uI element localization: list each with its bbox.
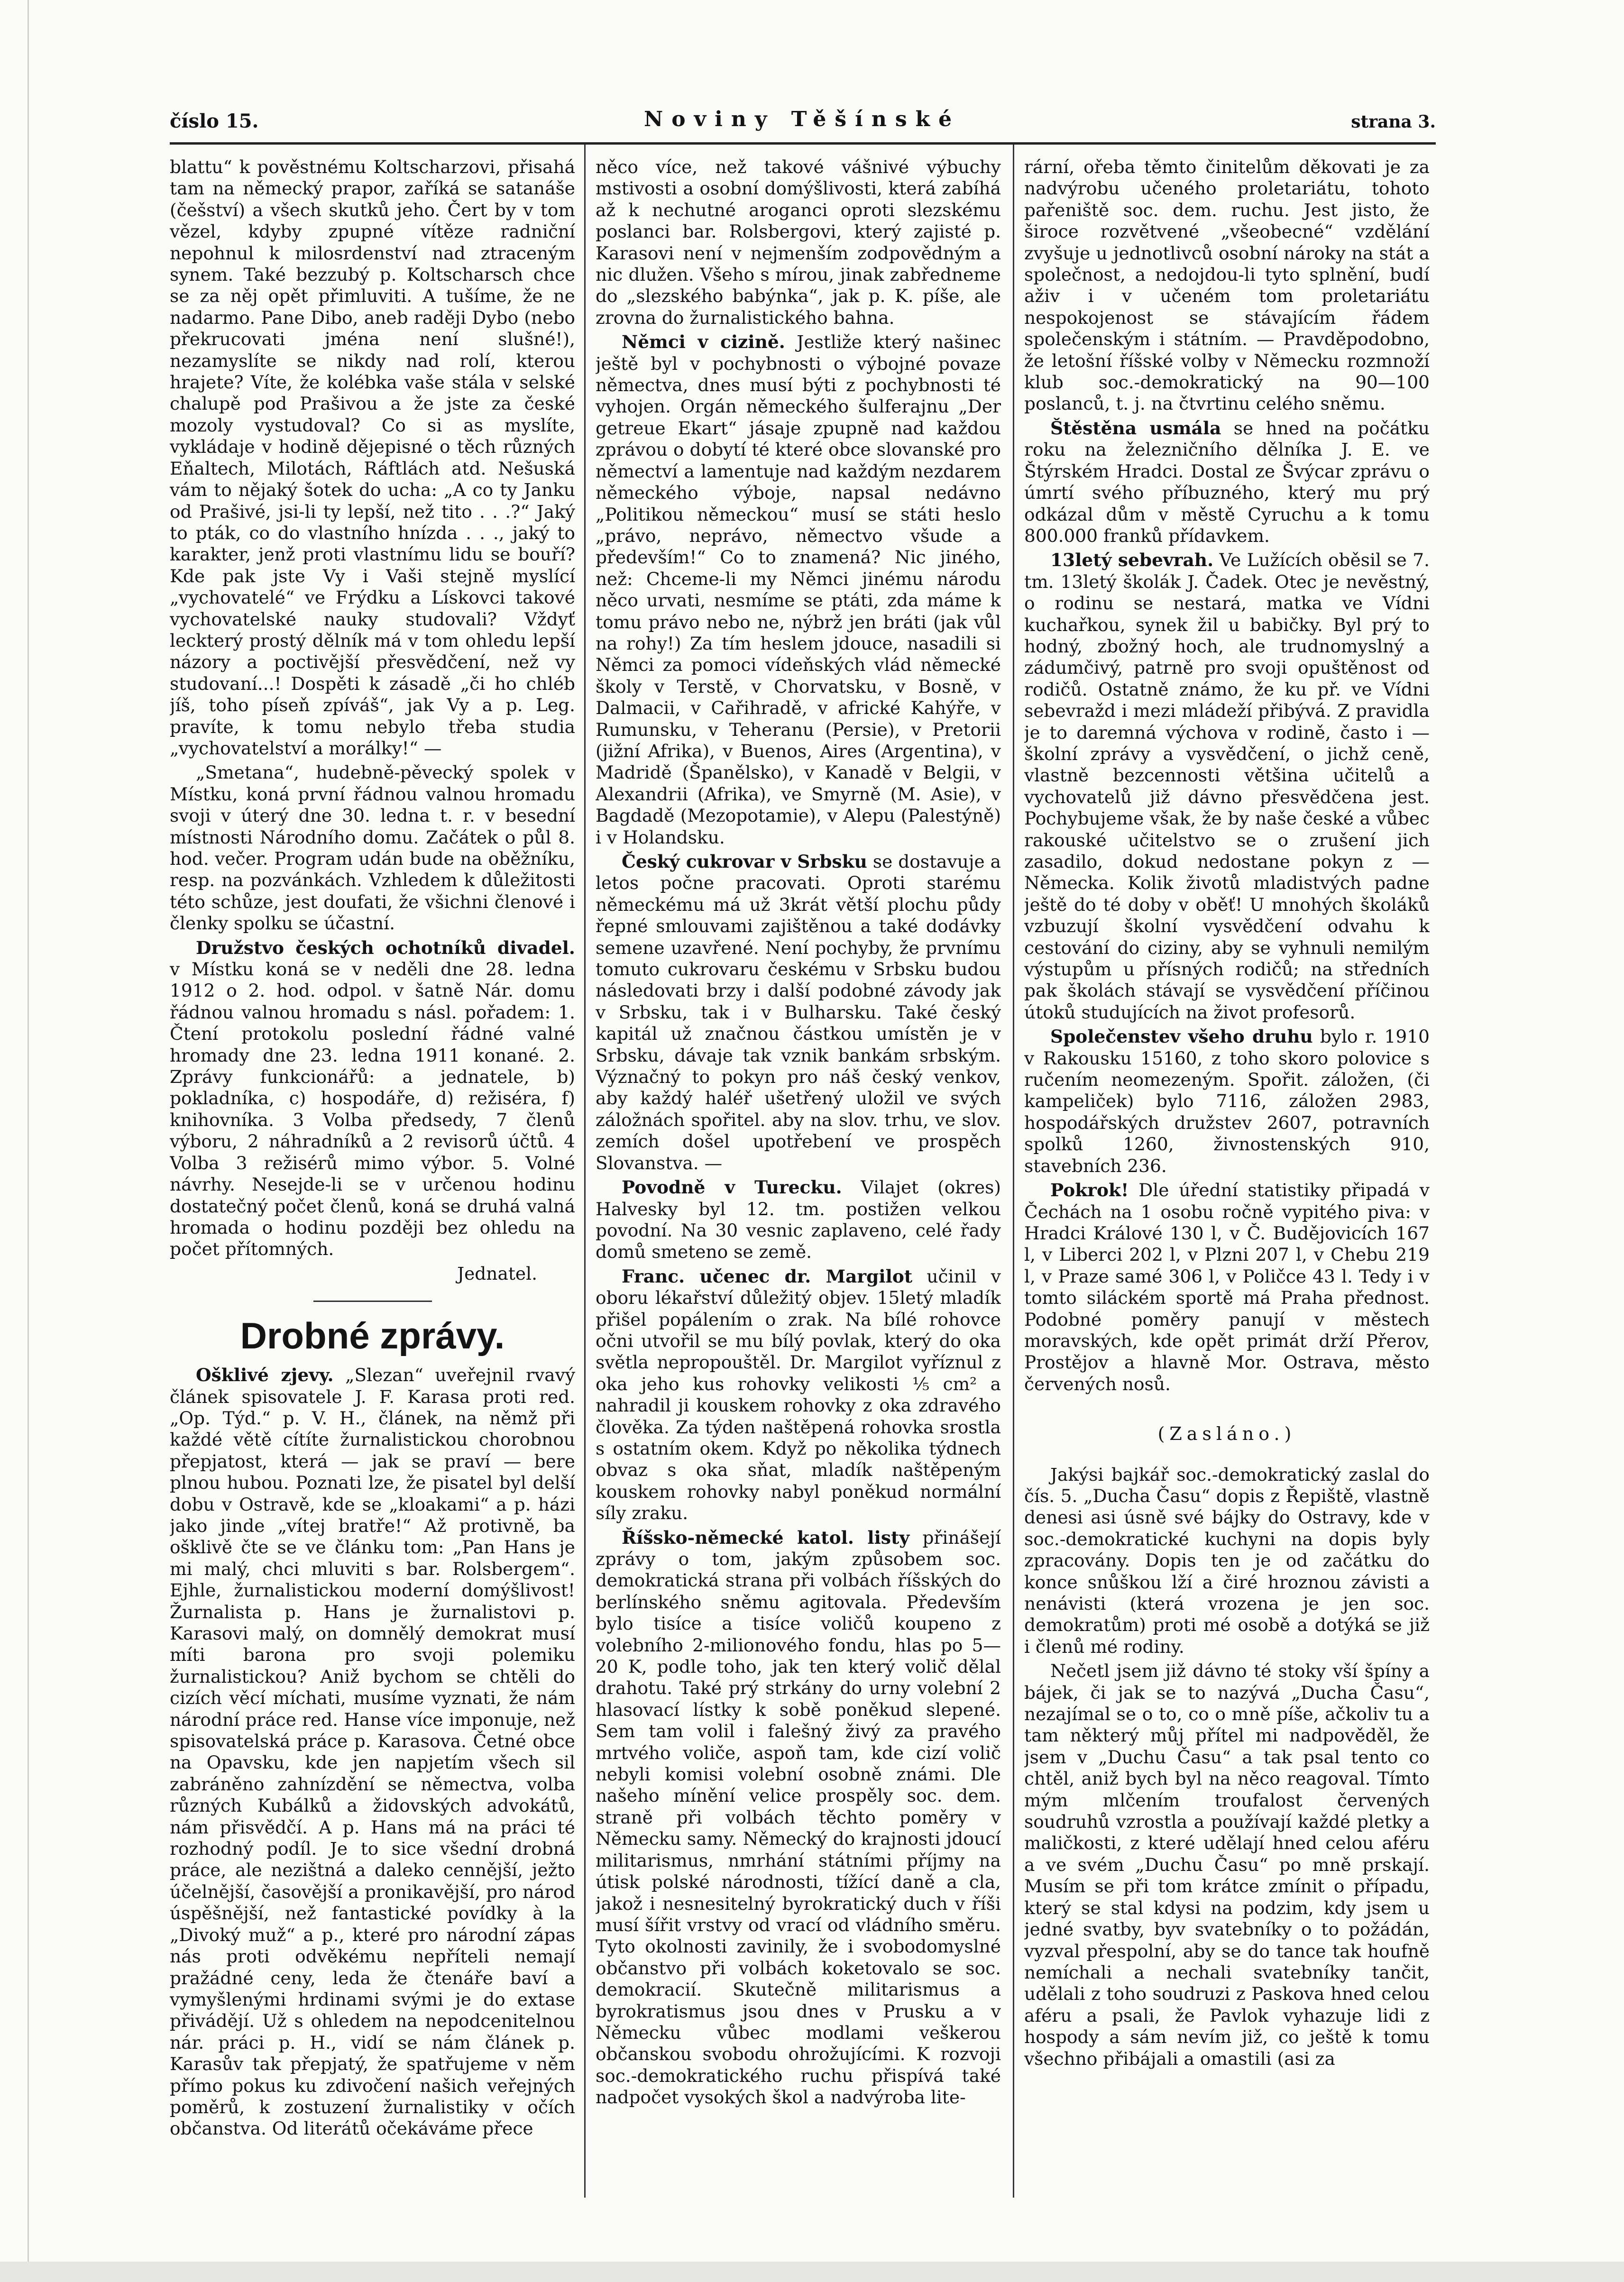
article <box>596 1527 1001 2108</box>
article-lead: Pokrok! <box>1050 1180 1129 1201</box>
article-text: Jestliže který našinec ještě byl v pochybnosti o výbojné povaze němectva, dnes musí býti z pochybnosti té vyhojen. Orgán německého šulferajnu „Der getreue Ekart“ jásaje zpupně nad každou zprávou o dobytí té které obce slovanské pro němectví a lamentuje nad každým nezdarem německého výboje, napsal nedávno „Politikou německou“ musí se státi heslo „právo, neprávo, němectvo všude a především!“ Co to znamená? Nic jiného, než: Chceme-li my Němci jinému národu něco urvati, nesmíme se ptáti, zda máme k tomu právo nebo ne, nýbrž jen bráti (jak vůl na rohy!) Za tím heslem jdouce, nasadili si Němci za pomoci vídeňských vlád německé školy v Terstě, v Chorvatsku, v Bosně, v Dalmacii, v Cařihradě, v africké Kahýře, v Rumunsku, v Teheranu (Persie), v Pretorii (jižní Afrika), v Buenos, Aires (Argentina), v Madridě (Španělsko), v Kanadě v Belgii, v Alexandrii (Afrika), ve Smyrně (M. Asie), v Bagdadě (Mezopotamie), v Alepu (Palestýně) i v Holandsku. <box>596 331 1001 848</box>
page-number: strana 3. <box>1351 112 1436 132</box>
article <box>1024 1180 1430 1395</box>
article-lead: Říšsko-německé katol. listy <box>622 1527 910 1548</box>
article-text: Jakýsi bajkář soc.-demokratický zaslal do čís. 5. „Ducha Času“ dopis z Řepiště, vlastně denesi asi úsně své bájky do Ostravy, kde v soc.-demokratické kuchyni na dopis byly zpracovány. Dopis ten je od začátku do konce snůškou lží a čiré hroznou závisti a nenávisti (která vrozena je jen soc. demokratům) proti mé osobě a dotýká se již i členů mé rodiny. <box>1024 1464 1430 1657</box>
article-lead: Ošklivé zjevy. <box>196 1365 334 1386</box>
scan-border <box>0 2262 1624 2282</box>
article-lead: Štěstěna usmála <box>1050 417 1221 439</box>
zaslano-heading: (Zasláno.) <box>1157 1423 1296 1445</box>
separator <box>313 1301 432 1302</box>
article-lead: Společenstev všeho druhu <box>1050 1026 1313 1047</box>
column-divider <box>584 145 586 2198</box>
article-text: rární, ořeba těmto činitelům děkovati je za nadvýrobu učeného proletariátu, tohoto pařeniště soc. dem. ruchu. Jest jisto, že široce rozvětvené „všeobecné“ vzdělání zvyšuje u jednotlivců osobní nároky na stát a společnost, a nedojdou-li tyto splnění, budí aživ i v učeném tom proletariátu nespokojenost se stávajícím řádem společenským i státním. — Pravděpodobno, že letošní říšské volby v Německu rozmnoží klub soc.-demokratický na 90—100 poslanců, t. j. na čtvrtinu celého sněmu. <box>1024 156 1430 414</box>
article-text: učinil v oboru lékařství důležitý objev. 15letý mladík přišel popálením o zrak. Na bílé rohovce očni utvořil se mu bílý povlak, který do oka světla nepropouštěl. Dr. Margilot vyříznul z oka jeho kus rohovky velikosti ⅕ cm² a nahradil ji kouskem rohovky z oka zdravého člověka. Za týden naštěpená rohovka srostla s ostatním okem. Když po několika týdnech obvaz s oka sňat, mladík naštěpeným kouskem rohovky nabyl poněkud normální síly zraku. <box>596 1265 1001 1524</box>
section-title: Drobné zprávy. <box>240 1315 505 1357</box>
article <box>170 1365 575 2140</box>
article-text: přinášejí zprávy o tom, jakým způsobem soc. demokratická strana při volbách říšských do berlínského sněmu agitovala. Především bylo tisíce a tisíce voličů koupeno z volebního 2-milionového fondu, hlas po 5—20 K, podle toho, jak ten který volič dělal drahotu. Také prý strkány do urny volební 2 hlasovací lístky k sobě poněkud slepené. Sem tam volil i falešný živý za pravého mrtvého voliče, aspoň tam, kde cizí volič nebyli komisi volební osobně známi. Dle našeho mínění velice prospěly soc. dem. straně při volbách těchto poměry v Německu samy. Německý do krajnosti jdoucí militarismus, nmrhání státními příjmy na útisk polské národnosti, tížící daně a cla, jakož i nesnesitelný byrokratický duch v říši musí šířit vrstvy od vrací od vládního směru. Tyto okolnosti zavinily, že i svobodomyslné občanstvo při volbách koketovalo se soc. demokracií. Skutečně militarismus a byrokratismus jsou dnes v Prusku a v Německu vůbec modlami veškerou občanskou svobodu ohrožujícími. K rozvoji soc.-demokratického ruchu přispívá také nadpočet vysokých škol a nadvýroba lite- <box>596 1527 1001 2108</box>
signature: Jednatel. <box>457 1263 537 1284</box>
article-text: Dle úřední statistiky připadá v Čechách na 1 osobu ročně vypitého piva: v Hradci Králové 130 l, v Č. Budějovicích 167 l, v Liberci 202 l, v Plzni 207 l, v Chebu 219 l, v Praze samé 306 l, v Poličce 43 l. Tedy i v tomto siláckém sportě má Praha přednost. Podobné poměry panují v městech moravských, kde opět primát drží Přerov, Prostějov a hlavně Mor. Ostrava, město červených nosů. <box>1024 1180 1430 1394</box>
article-lead: Němci v cizině. <box>622 331 785 353</box>
column-divider <box>1013 145 1014 2198</box>
article <box>1024 550 1430 1023</box>
article <box>596 1177 1001 1263</box>
article-text: se hned na počátku roku na železničního dělníka J. E. ve Štýrském Hradci. Dostal ze Švýcar zprávu o úmrtí svého příbuzného, který mu prý odkázal dům v městě Cyruchu a k tomu 800.000 franků přídavkem. <box>1024 417 1430 546</box>
column-3 <box>1024 156 1430 2209</box>
article <box>596 331 1001 848</box>
article-text: Vilajet (okres) Halvesky byl 12. tm. postižen velkou povodní. Na 30 vesnic zaplaveno, celé řady domů smeteno se země. <box>596 1177 1001 1263</box>
column-2 <box>596 156 1001 2209</box>
article-lead: Družstvo českých ochotníků divadel. <box>196 937 575 958</box>
article-text: se dostavuje a letos počne pracovati. Oproti starému německému má už 3krát větší plochu půdy řepné smlouvami zajištěnou a také dodávky semene uzavřené. Není pochyby, že prvnímu tomuto cukrovaru českému v Srbsku budou následovati brzy i další podobné závody jak v Srbsku, tak i v Bulharsku. Také český kapitál už značnou částkou umístěn je v Srbsku, dávaje tak vznik bankám srbským. Význačný to pokyn pro náš český venkov, aby každý haléř ušetřený uložil ve svých záložnách spořitel. aby na slov. trhu, ve slov. zemích došel upotřebení ve prospěch Slovanstva. — <box>596 851 1001 1173</box>
article-text: „Slezan“ uveřejnil rvavý článek spisovatele J. F. Karasa proti red. „Op. Týd.“ p. V. H., článek, na němž při každé větě cítíte žurnalistickou chorobnou přepjatost, která — jak se praví — bere plnou hubou. Poznati lze, že pisatel byl delší dobu v Ostravě, kde se „kloakami“ a p. házi jako jinde „vítej bratře!“ Až protivně, ba ošklivě čte se ve článku tom: „Pan Hans je mi malý, chci mluviti s bar. Rolsbergem“. Ejhle, žurnalistickou moderní domýšlivost! Žurnalista p. Hans je žurnalistovi p. Karasovi malý, on domnělý demokrat musí míti barona pro svoji polemiku žurnalistickou? Aniž bychom se chtěli do cizích věcí míchati, musíme vyznati, že nám národní práce red. Hanse více imponuje, než spisovatelská práce p. Karasova. Četné obce na Opavsku, kde jen napjetím všech sil zabráněno zahnízdění se němectva, volba různých Kubálků a židovských advokátů, nám přisvědčí. A p. Hans má na práci té rozhodný podíl. Je to sice všední drobná práce, ale nezištná a daleko cennější, ježto účelnější, časovější a pronikavější, pro národ úspěšnější, než fantastické povídky à la „Divoký muž“ a p., které pro národní zápas nás proti odvěkému nepříteli nemají pražádné ceny, leda že čtenáře baví a vymyšlenými hrdinami svými je do extase přivádějí. Už s ohledem na nepodcenitelnou nár. práci p. H., vidí se nám článek p. Karasův tak přepjatý, že spatřujeme v něm přímo pokus ku zdivočení našich veřejných poměrů, k zostuzení žurnalistiky v očích občanstva. Od literátů očekáváme přece <box>170 1365 575 2139</box>
article <box>1024 1026 1430 1177</box>
article-lead: Český cukrovar v Srbsku <box>622 851 867 872</box>
article <box>596 1266 1001 1524</box>
article-text: Nečetl jsem již dávno té stoky vší špíny a bájek, či jak se to nazývá „Ducha Času“, nezajímal se o to, co o mně píše, ačkoliv tu a tam některý můj přítel mi nadpověděl, že jsem v „Duchu Času“ a tak psal tento co chtěl, aniž bych byl na něco reagoval. Tímto mým mlčením troufalost červených soudruhů vzrostla a používají každé pletky a maličkosti, z které udělají hned celou aféru a ve svém „Duchu Času“ po mně prskají. Musím se při tom krátce zmínit o případu, který se stal kdysi na podzim, kdy jsem u jedné svatby, byv svatebníky o to požádán, vyzval přespolní, aby se do tance tak houfně nemíchali a nechali svatebníky tančit, udělali z toho soudruzi z Paskova hned celou aféru a psali, že Pavlok vyhazuje lidi z hospody a sám nevím již, co ještě k tomu všechno přibájali a omastili (asi za <box>1024 1660 1430 2069</box>
article-lead: Franc. učenec dr. Margilot <box>622 1265 913 1287</box>
article-text: v Místku koná se v neděli dne 28. ledna 1912 o 2. hod. odpol. v šatně Nár. domu řádnou valnou hromadu s násl. pořadem: 1. Čtení protokolu poslední řádné valné hromady dne 23. ledna 1911 konané. 2. Zprávy funkcionářů: a jednatele, b) pokladníka, c) hospodáře, d) režiséra, f) knihovníka. 3 Volba předsedy, 7 členů výboru, 2 náhradníků a 2 revisorů účtů. 4 Volba 3 režisérů mimo výbor. 5. Volné návrhy. Nesejde-li se v určenou hodinu dostatečný počet členů, koná se druhá valná hromada o hodinu později bez ohledu na počet přítomných. <box>170 959 575 1260</box>
article-text: bylo r. 1910 v Rakousku 15160, z toho skoro polovice s ručením neomezeným. Spořit. záložen, (či kampeliček) bylo 7116, záložen 2983, hospodářských družstev 2607, potravních spolků 1260, živnostenských 910, stavebních 236. <box>1024 1026 1430 1176</box>
article <box>1024 418 1430 547</box>
article-text: Ve Lužících oběsil se 7. tm. 13letý školák J. Čadek. Otec je nevěstný, o rodinu se nestará, matka ve Vídni kuchařkou, synek žil u babičky. Byl prý to hodný, zbožný hoch, ale trudnomyslný a zádumčivý, patrně pro svoji opuštěnost od rodičů. Ostatně známo, že ku př. ve Vídni sebevražd i mezi mládeží přibývá. Z pravidla je to daremná výchova v rodině, často i — školní zprávy a vysvědčení, o jichž ceně, vlastně bezcennosti většina učitelů a vychovatelů již dávno přesvědčena jest. Pochybujeme však, že by naše české a vůbec rakouské učitelstvo se o zrušení jich zasadilo, dokud nedostane pokyn z — Německa. Kolik životů mladistvých padne ještě do té doby v oběť! U mnohých školáků vzbuzují školní vysvědčení odvahu k cestování do ciziny, aby se vyhnuli nemilým výstupům u přísných rodičů; na středních pak školách stávají se vysvědčení příčinou útoků studujících na život profesorů. <box>1024 550 1430 1023</box>
article-lead: 13letý sebevrah. <box>1050 550 1214 571</box>
article <box>596 851 1001 1174</box>
column-1 <box>170 156 575 2209</box>
article-text: něco více, než takové vášnivé výbuchy mstivosti a osobní domýšlivosti, která zabíhá až k nechutné aroganci oproti slezskému poslanci bar. Rolsbergovi, který zajisté p. Karasovi není v nejmenším zodpovědným a nic dlužen. Všeho s mírou, jinak zabředneme do „slezského babýnka“, jak p. K. píše, ale zrovna do žurnalistického bahna. <box>596 156 1001 328</box>
issue-number: číslo 15. <box>170 110 259 132</box>
newspaper-title: Noviny Těšínské <box>644 107 961 131</box>
page-header <box>170 107 1436 143</box>
header-rule <box>170 142 1436 145</box>
page-edge <box>28 0 29 2282</box>
article-text: „Smetana“, hudebně-pěvecký spolek v Místku, koná první řádnou valnou hromadu svoji v úterý dne 30. ledna t. r. v besední místnosti Národního domu. Začátek o půl 8. hod. večer. Program udán bude na oběžníku, resp. na pozvánkách. Vzhledem k důležitosti této schůze, jest doufati, že všichni členové i členky spolku se účastní. <box>170 762 575 934</box>
article <box>170 937 575 1260</box>
article-text: blattu“ k pověstnému Koltscharzovi, přisahá tam na německý prapor, zaříká se satanáše (češství) a všech skutků jeho. Čert by v tom vězel, kdyby zpupné vítěze radniční nepohnul k milosrdenství nad ztraceným synem. Také bezzubý p. Koltscharsch chce se za něj opět přimluviti. A tušíme, že ne nadarmo. Pane Dibo, aneb raději Dybo (nebo překrucovati jména není slušné!), nezamyslíte se nikdy nad rolí, kterou hrajete? Víte, že kolébka vaše stála v selské chalupě pod Prašivou a že jste za české mozoly vystudoval? Co si as myslíte, vykládaje v hodině dějepisné o těch různých Eňaltech, Milotách, Ráftlách atd. Nešuská vám to nějaký šotek do ucha: „A co ty Janku od Prašivé, jsi-li ty lepší, než tito . . .?“ Jaký to pták, co do vlastního hnízda . . ., jaký to karakter, jenž proti vlastnímu lidu se bouří? Kde pak jste Vy i Vaši stejně myslící „vychovatelé“ ve Frýdku a Lískovci takové vychovatelské nauky studovali? Vždyť leckterý prostý dělník má v tom ohledu lepší názory a poctivější přesvědčení, než vy studovaní...! Dospěti k zásadě „či ho chléb jíš, toho píseň zpíváš“, jak Vy a p. Leg. pravíte, k tomu nebylo třeba studia „vychovatelství a morálky!“ — <box>170 156 575 759</box>
article-lead: Povodně v Turecku. <box>622 1177 842 1198</box>
